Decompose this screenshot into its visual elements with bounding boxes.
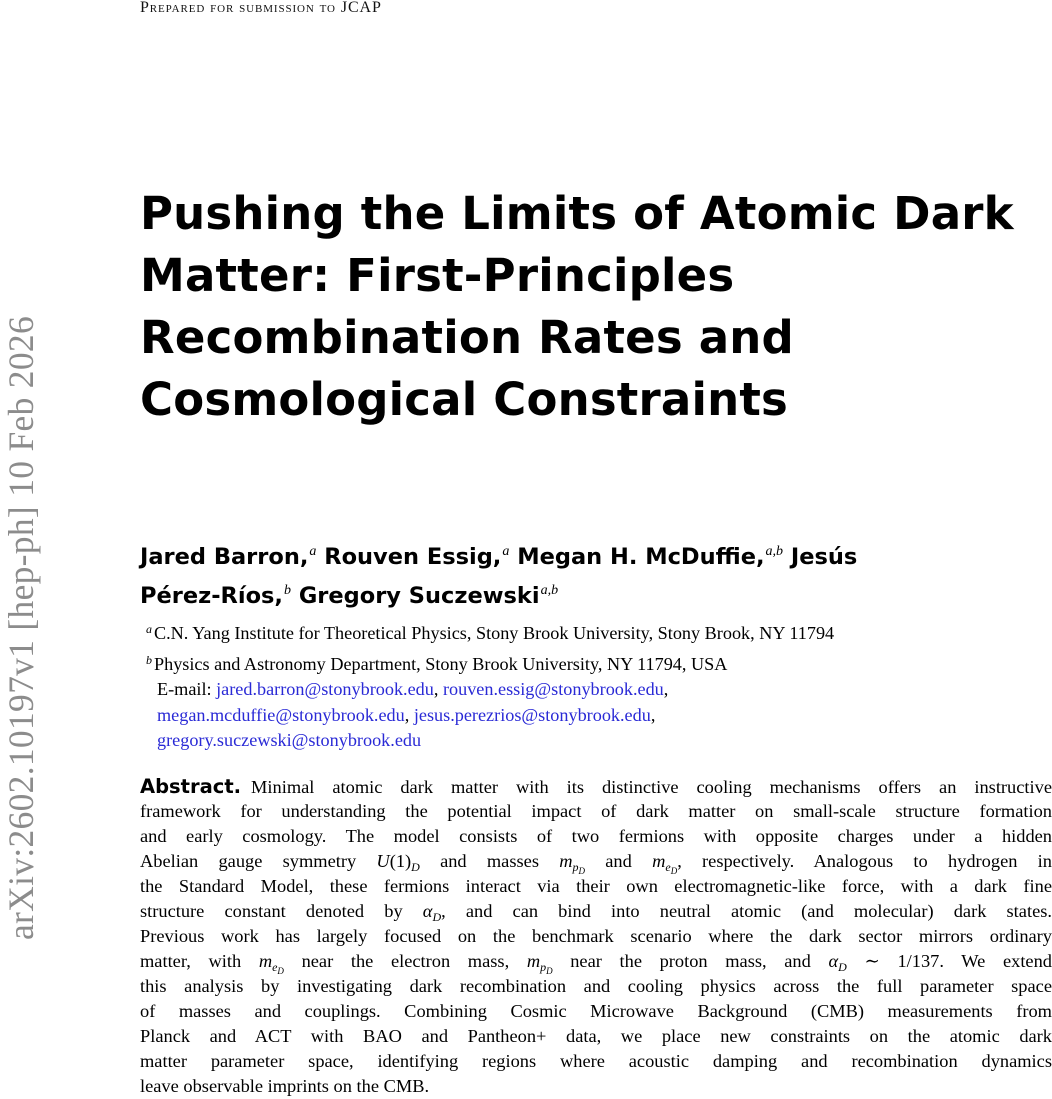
abstract-line: and early cosmology. The model consists of two fermions with opposite charges under a hidden (140, 826, 1052, 846)
abstract-line (140, 774, 1052, 799)
submission-header (140, 0, 382, 17)
abstract-text: near the proton mass, and (570, 951, 811, 971)
arxiv-stamp (1, 272, 41, 984)
email-link[interactable]: gregory.suczewski@stonybrook.edu (157, 730, 422, 750)
arxiv-identifier: arXiv:2602.10197v1 [hep-ph] 10 Feb 2026 (1, 316, 41, 940)
abstract-text: structure constant denoted by (140, 901, 403, 921)
abstract-text: We extend (961, 951, 1052, 971)
email-link[interactable]: jared.barron@stonybrook.edu (216, 679, 434, 699)
abstract-text: and (605, 851, 632, 871)
abstract-line: Planck and ACT with BAO and Pantheon+ data, we place new constraints on the atomic dark (140, 1026, 1052, 1046)
abstract-text: and masses (440, 851, 539, 871)
title-line: Cosmological Constraints (140, 373, 789, 426)
email-label: E-mail: (157, 679, 212, 699)
math-symbol: $m_{e_D}$ (258, 951, 284, 976)
author-list (140, 535, 1030, 613)
title-line: Pushing the Limits of Atomic Dark (140, 187, 1014, 240)
author-name: Megan H. McDuffie, (517, 544, 765, 570)
abstract-text: , respectively. Analogous to hydrogen in (677, 851, 1052, 871)
abstract-text: matter, with (140, 951, 242, 971)
abstract-line (140, 899, 1052, 924)
abstract-line: matter parameter space, identifying regions where acoustic damping and recombination dynamics (140, 1051, 1052, 1071)
email-link[interactable]: rouven.essig@stonybrook.edu (442, 679, 664, 699)
abstract-line: Previous work has largely focused on the benchmark scenario where the dark sector mirrors ordinary (140, 926, 1052, 946)
abstract-line: the Standard Model, these fermions interact via their own electromagnetic-like force, with a dark fine (140, 876, 1052, 896)
affiliation-b (146, 647, 1046, 678)
author-affiliation-mark: a,b (540, 583, 559, 598)
abstract-text: near the electron mass, (301, 951, 510, 971)
author-affiliation-mark: a (502, 544, 510, 559)
author-name: Rouven Essig, (324, 544, 502, 570)
math-symbol: $m_{p_D}$ (526, 951, 553, 976)
prepared-for-text: Prepared for submission to (140, 0, 336, 16)
email-line (157, 728, 1037, 754)
email-line: E-mail: jared.barron@stonybrook.edu, rouven.essig@stonybrook.edu, (157, 679, 669, 699)
email-line: megan.mcduffie@stonybrook.edu, jesus.perezrios@stonybrook.edu, (157, 704, 656, 725)
math-symbol: $m_{e_D}$ (652, 851, 678, 876)
author-name: Gregory Suczewski (298, 583, 540, 609)
email-link[interactable]: megan.mcduffie@stonybrook.edu (157, 704, 405, 725)
abstract-line (140, 949, 1052, 974)
abstract-text: , and can bind into neutral atomic (and molecular) dark states. (441, 901, 1052, 921)
author-line (140, 535, 1030, 574)
affiliation-mark: a (146, 622, 152, 636)
email-block (157, 677, 1037, 754)
math-symbol: $\alpha_D$ ∼ 1/137. (828, 951, 944, 974)
affiliation-mark: b (146, 653, 152, 667)
math-symbol: $\alpha_D$ (422, 901, 442, 924)
abstract-heading: Abstract. (140, 775, 242, 798)
email-link[interactable]: jesus.perezrios@stonybrook.edu (413, 704, 651, 725)
abstract-line: leave observable imprints on the CMB. (140, 1076, 430, 1096)
abstract (140, 774, 1052, 1099)
author-name: Jesús (790, 544, 858, 570)
abstract-line: framework for understanding the potential impact of dark matter on small-scale structure formation (140, 801, 1052, 821)
title-line: Matter: First-Principles (140, 249, 735, 302)
abstract-text: Minimal atomic dark matter with its distinctive cooling mechanisms offers an instructive (251, 777, 1052, 797)
math-symbol: $U(1)_D$ (376, 851, 420, 874)
author-name: Jared Barron, (140, 544, 309, 570)
author-affiliation-mark: a,b (765, 544, 784, 559)
title-line: Recombination Rates and (140, 311, 794, 364)
abstract-line (140, 849, 1052, 874)
affiliation-text: Physics and Astronomy Department, Stony Brook University, NY 11794, USA (154, 654, 728, 674)
affiliation-text: C.N. Yang Institute for Theoretical Physics, Stony Brook University, Stony Brook, NY 11794 (154, 623, 835, 643)
author-affiliation-mark: b (283, 583, 291, 598)
author-line (140, 574, 1030, 613)
author-affiliation-mark: a (309, 544, 317, 559)
abstract-line: this analysis by investigating dark recombination and cooling physics across the full parameter space (140, 976, 1052, 996)
abstract-text: Abelian gauge symmetry (140, 851, 357, 871)
abstract-line: of masses and couplings. Combining Cosmic Microwave Background (CMB) measurements from (140, 1001, 1052, 1021)
affiliations (146, 616, 1046, 678)
paper-title (140, 183, 1020, 431)
affiliation-a (146, 616, 1046, 647)
author-name: Pérez-Ríos, (140, 583, 283, 609)
math-symbol: $m_{p_D}$ (559, 851, 586, 876)
journal-name: JCAP (340, 0, 382, 16)
